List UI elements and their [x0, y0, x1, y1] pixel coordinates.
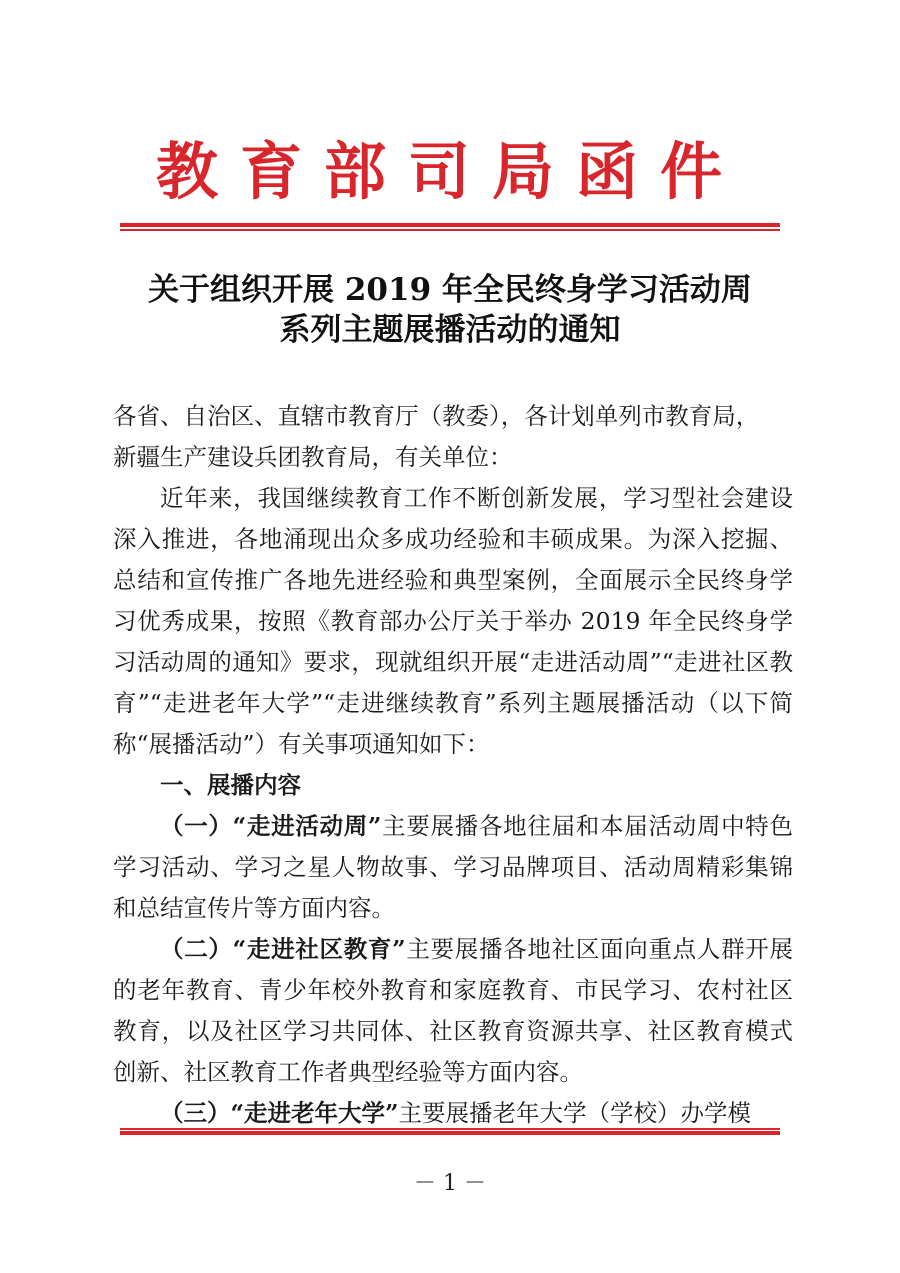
top-rule-thick — [120, 223, 780, 227]
item-text-3: 主要展播老年大学（学校）办学模 — [398, 1099, 752, 1127]
section-heading: 一、展播内容 — [160, 771, 301, 799]
item-label-3: （三）“走进老年大学” — [160, 1099, 399, 1127]
item-label-1: （一）“走进活动周” — [160, 812, 382, 840]
intro-paragraph: 近年来，我国继续教育工作不断创新发展，学习型社会建设深入推进，各地涌现出众多成功经验和丰硕成果。为深入挖掘、总结和宣传推广各地先进经验和典型案例，全面展示全民终身学习优秀成果，按照《教育部办公厅关于举办 2019 年全民终身学习活动周的通知》要求，现就组织开展“走进活动周”“走进社区教育”“走进老年大学”“走进继续教育”系列主题展播活动（以下简称“展播活动”）有关事项通知如下： — [113, 484, 793, 758]
letterhead-title: 教育部司局函件 — [155, 135, 744, 208]
document-body — [113, 396, 793, 1134]
bottom-rule-thick — [120, 1131, 780, 1135]
document-title-line-2: 系列主题展播活动的通知 — [279, 312, 621, 348]
page-number: － 1 － — [414, 1171, 486, 1196]
addressee-line-1: 各省、自治区、直辖市教育厅（教委），各计划单列市教育局， — [113, 402, 760, 430]
top-red-rule — [120, 223, 780, 231]
addressee-line-2: 新疆生产建设兵团教育局，有关单位： — [113, 443, 513, 471]
bottom-rule-thin — [120, 1128, 780, 1130]
item-label-2: （二）“走进社区教育” — [160, 935, 406, 963]
item-text-1: 主要展播各地往届和本届活动周中特色学习活动、学习之星人物故事、学习品牌项目、活动周精彩集锦和总结宣传片等方面内容。 — [113, 812, 793, 922]
item-text-2: 主要展播各地社区面向重点人群开展的老年教育、青少年校外教育和家庭教育、市民学习、农村社区教育，以及社区学习共同体、社区教育资源共享、社区教育模式创新、社区教育工作者典型经验等方面内容。 — [113, 935, 793, 1086]
item-paragraph-1 — [113, 806, 793, 929]
bottom-red-rule — [120, 1128, 780, 1136]
top-rule-thin — [120, 229, 780, 231]
document-title-line-1: 关于组织开展 2019 年全民终身学习活动周 — [148, 272, 752, 308]
item-paragraph-2 — [113, 929, 793, 1093]
